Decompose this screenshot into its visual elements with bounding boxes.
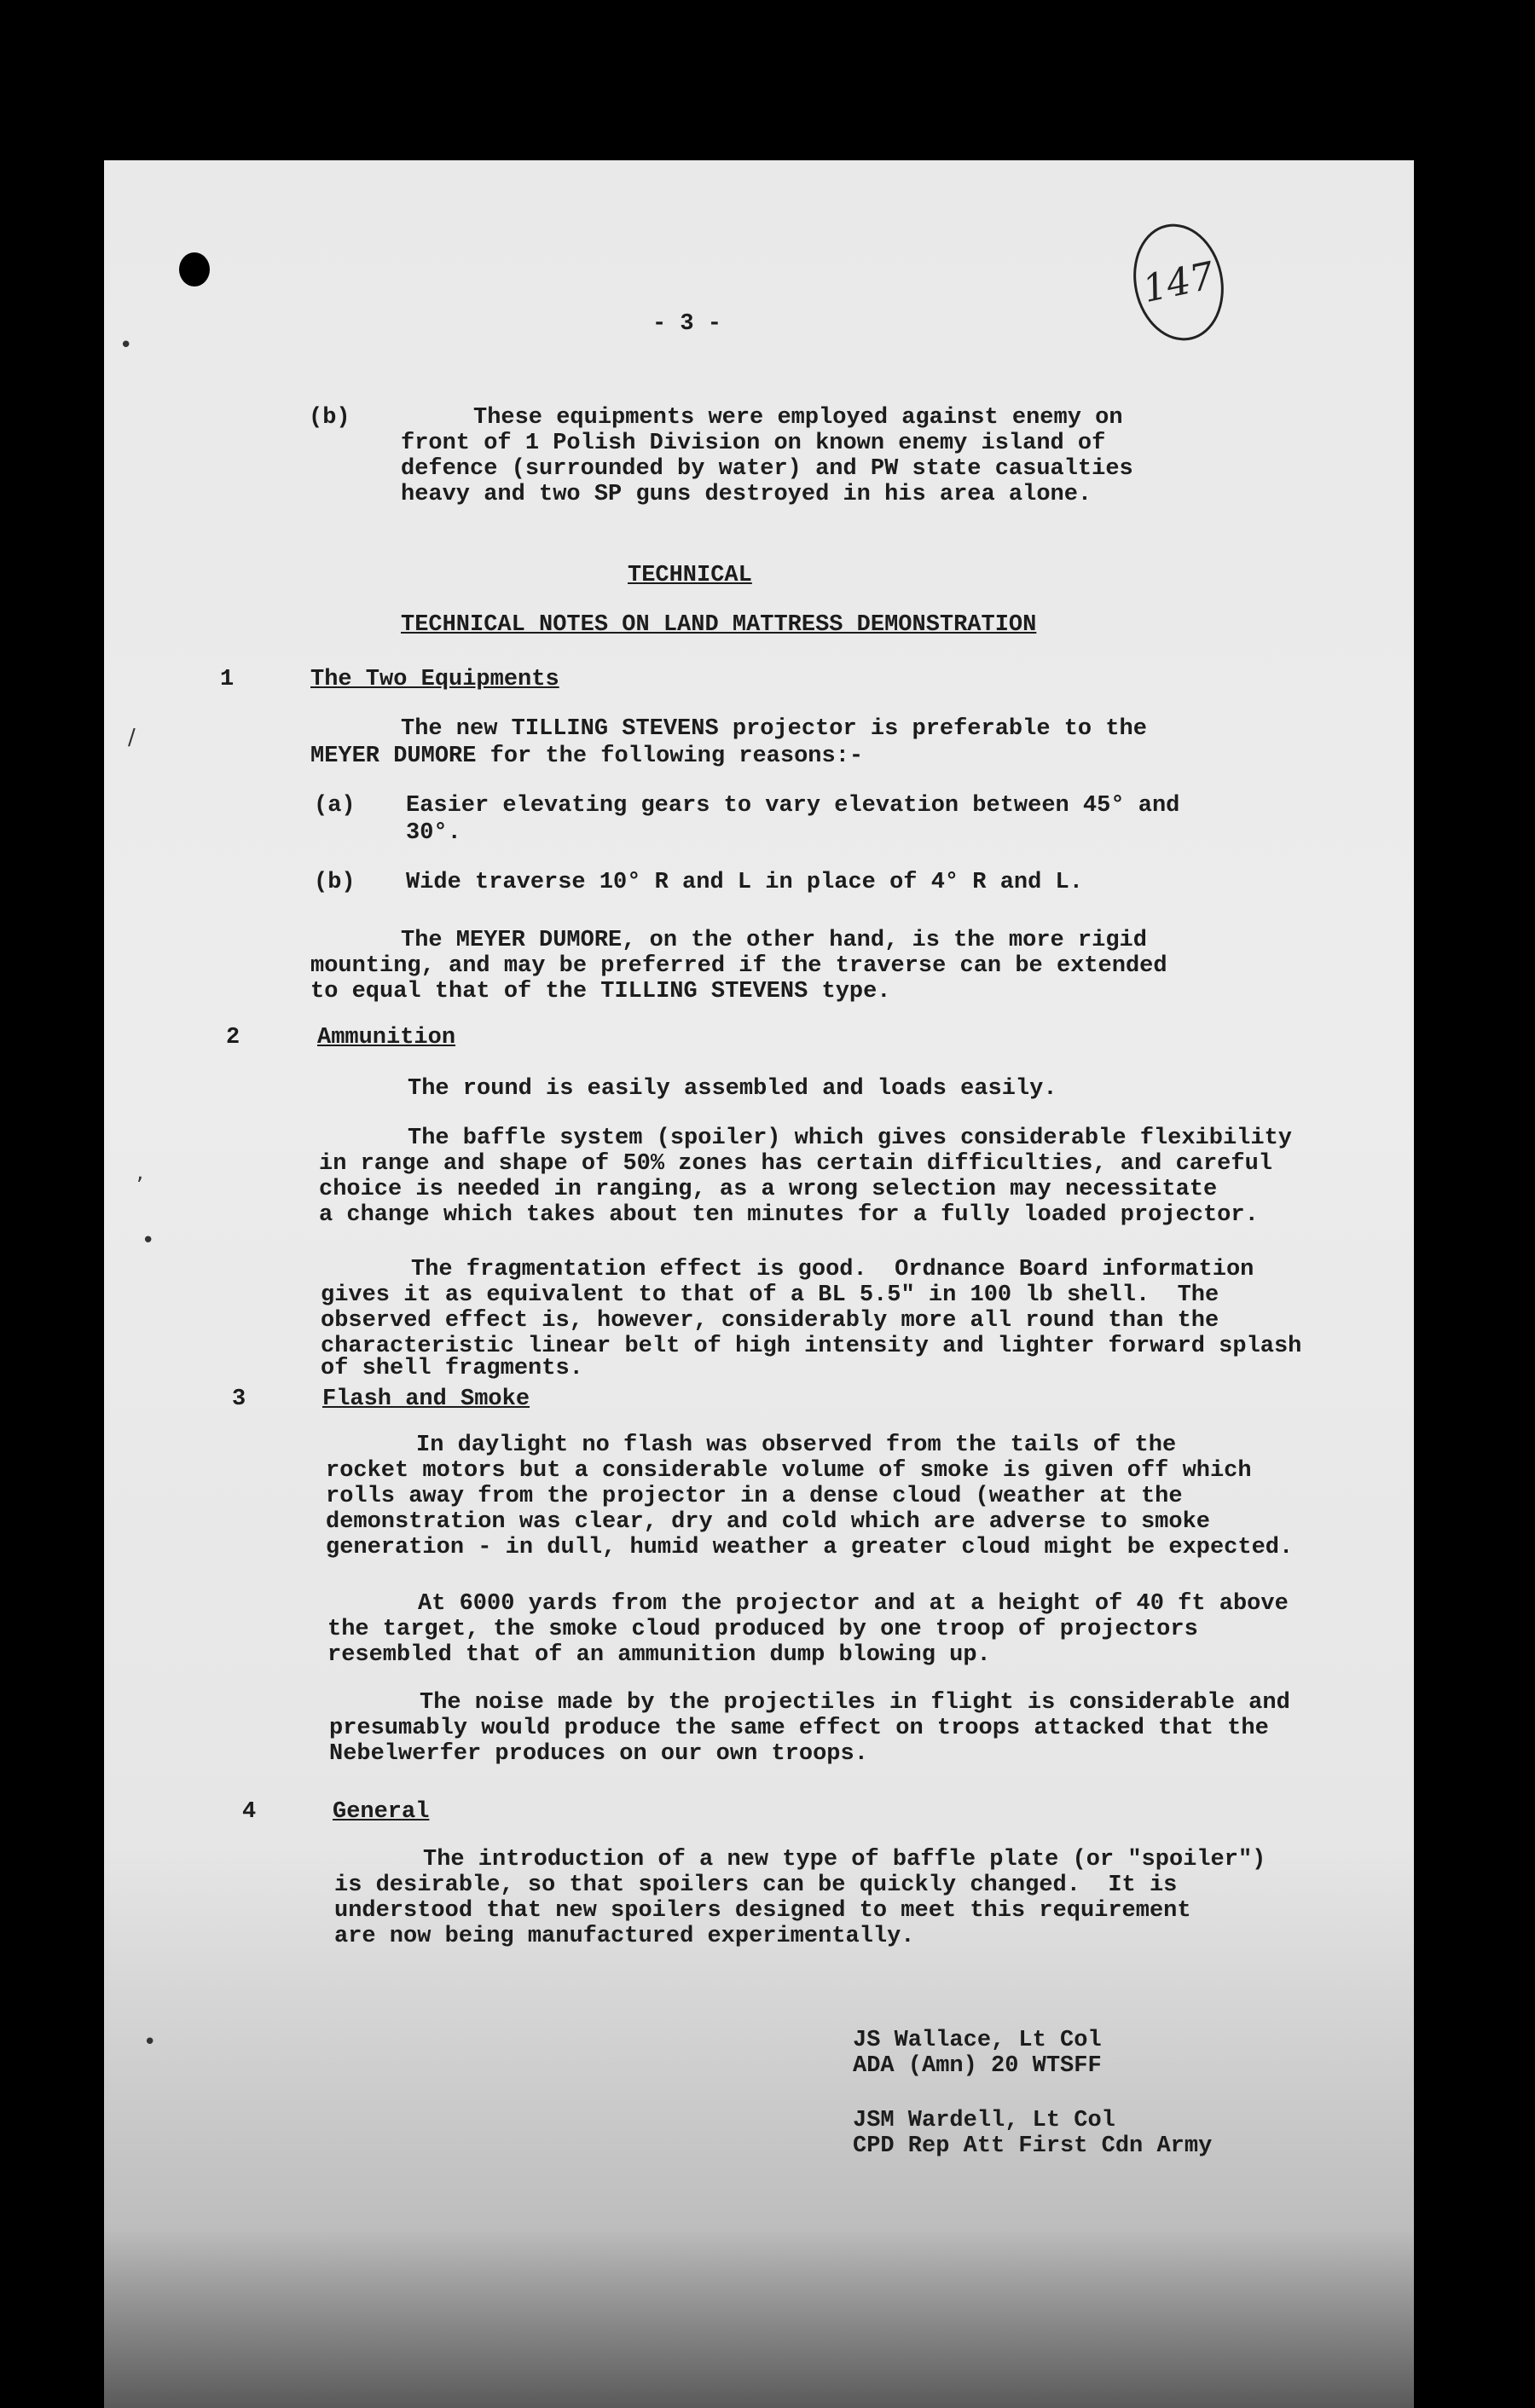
paragraph-line: In daylight no flash was observed from the tails of the <box>416 1433 1177 1458</box>
paragraph-line: resembled that of an ammunition dump blowing up. <box>327 1642 991 1668</box>
item-line: Easier elevating gears to vary elevation between 45° and <box>406 793 1180 819</box>
item-line: Wide traverse 10° R and L in place of 4° R and L. <box>406 870 1083 895</box>
paragraph-line: The baffle system (spoiler) which gives considerable flexibility <box>408 1126 1292 1151</box>
section-title: The Two Equipments <box>310 667 559 692</box>
paragraph-line: a change which takes about ten minutes for a fully loaded projector. <box>319 1202 1259 1228</box>
paragraph-line: mounting, and may be preferred if the traverse can be extended <box>310 953 1167 979</box>
paragraph-line: characteristic linear belt of high intensity and lighter forward splash <box>321 1334 1302 1359</box>
intro-line: front of 1 Polish Division on known enemy island of <box>401 431 1106 456</box>
paragraph-line: The noise made by the projectiles in flight is considerable and <box>420 1690 1290 1716</box>
signature-name: JS Wallace, Lt Col <box>853 2028 1102 2053</box>
section-title: General <box>333 1799 430 1825</box>
paragraph-line: The fragmentation effect is good. Ordnance Board information <box>411 1257 1254 1282</box>
intro-line: defence (surrounded by water) and PW state casualties <box>401 456 1133 482</box>
paragraph-line: are now being manufactured experimentally. <box>334 1924 915 1949</box>
section-number: 2 <box>226 1025 240 1051</box>
page-number: - 3 - <box>652 311 722 337</box>
margin-mark: , <box>136 1160 144 1185</box>
item-label: (a) <box>314 793 356 819</box>
paragraph-line: At 6000 yards from the projector and at a height of 40 ft above <box>418 1591 1289 1617</box>
intro-line: These equipments were employed against enemy on <box>473 405 1123 431</box>
paragraph-line: The MEYER DUMORE, on the other hand, is the more rigid <box>401 928 1147 953</box>
paragraph-line: the target, the smoke cloud produced by one troop of projectors <box>327 1617 1198 1642</box>
paragraph-line: The new TILLING STEVENS projector is preferable to the <box>401 716 1147 742</box>
paragraph-line: in range and shape of 50% zones has certain difficulties, and careful <box>319 1151 1272 1177</box>
heading-notes: TECHNICAL NOTES ON LAND MATTRESS DEMONSTRATION <box>401 612 1037 638</box>
item-label: (b) <box>314 870 356 895</box>
intro-label: (b) <box>309 405 350 431</box>
signature-title: CPD Rep Att First Cdn Army <box>853 2133 1213 2159</box>
paragraph-line: understood that new spoilers designed to meet this requirement <box>334 1898 1191 1924</box>
paragraph-line: Nebelwerfer produces on our own troops. <box>329 1741 868 1767</box>
margin-mark: • <box>143 2029 157 2055</box>
paragraph-line: The round is easily assembled and loads easily. <box>408 1076 1057 1102</box>
margin-mark: • <box>142 1228 155 1253</box>
section-number: 4 <box>242 1799 257 1825</box>
paragraph-line: generation - in dull, humid weather a greater cloud might be expected. <box>326 1535 1294 1560</box>
paragraph-line: of shell fragments. <box>321 1356 583 1381</box>
paragraph-line: gives it as equivalent to that of a BL 5.5" in 100 lb shell. The <box>321 1282 1219 1308</box>
paragraph-line: to equal that of the TILLING STEVENS type. <box>310 979 891 1004</box>
paragraph-line: is desirable, so that spoilers can be quickly changed. It is <box>334 1873 1178 1898</box>
margin-mark: • <box>119 333 133 358</box>
signature-title: ADA (Amn) 20 WTSFF <box>853 2053 1102 2079</box>
paragraph-line: rocket motors but a considerable volume of smoke is given off which <box>326 1458 1252 1484</box>
section-title: Ammunition <box>317 1025 456 1051</box>
paragraph-line: MEYER DUMORE for the following reasons:- <box>310 744 864 769</box>
section-number: 1 <box>220 667 235 692</box>
paragraph-line: rolls away from the projector in a dense cloud (weather at the <box>326 1484 1183 1509</box>
intro-line: heavy and two SP guns destroyed in his area alone. <box>401 482 1092 507</box>
margin-mark: / <box>128 725 136 750</box>
paragraph-line: The introduction of a new type of baffle plate (or "spoiler") <box>423 1847 1266 1873</box>
paragraph-line: choice is needed in ranging, as a wrong selection may necessitate <box>319 1177 1218 1202</box>
paragraph-line: observed effect is, however, considerably more all round than the <box>321 1308 1219 1334</box>
item-line: 30°. <box>406 820 461 846</box>
paragraph-line: presumably would produce the same effect on troops attacked that the <box>329 1716 1269 1741</box>
paragraph-line: demonstration was clear, dry and cold which are adverse to smoke <box>326 1509 1210 1535</box>
section-title: Flash and Smoke <box>322 1386 530 1412</box>
heading-technical: TECHNICAL <box>628 563 752 588</box>
punch-hole <box>179 252 210 287</box>
folio-number: 147 <box>1138 253 1219 311</box>
section-number: 3 <box>232 1386 246 1412</box>
signature-name: JSM Wardell, Lt Col <box>853 2108 1115 2133</box>
